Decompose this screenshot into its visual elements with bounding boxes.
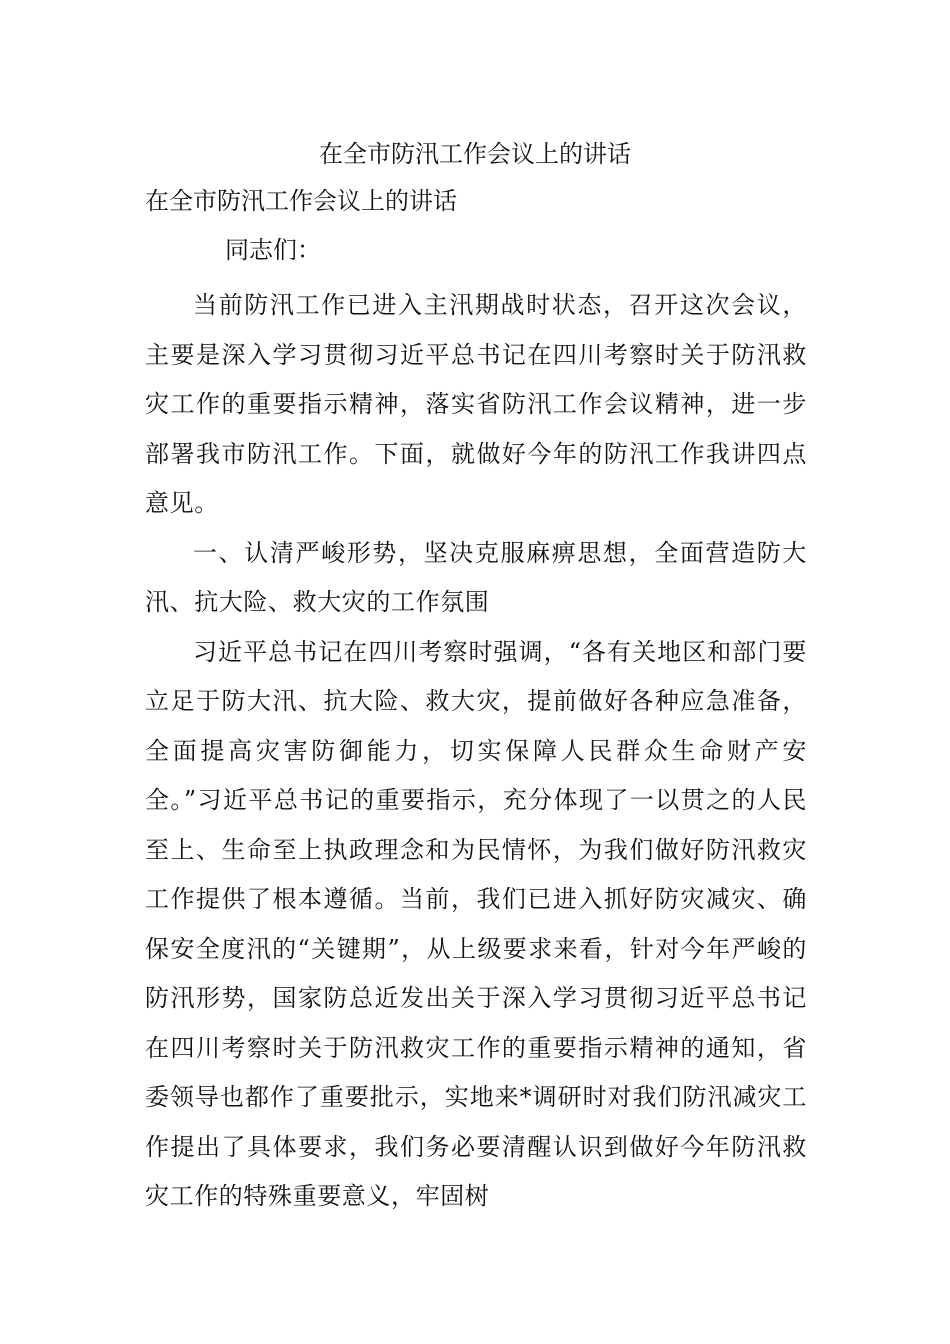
document-body	[145, 281, 807, 1222]
salutation: 同志们：	[225, 236, 321, 264]
paragraph-body: 习近平总书记在四川考察时强调，“各有关地区和部门要立足于防大汛、抗大险、救大灾，提前做好各种应急准备，全面提高灾害防御能力，切实保障人民群众生命财产安全。”习近平总书记的重要指示，充分体现了一以贯之的人民至上、生命至上执政理念和为民情怀，为我们做好防汛救灾工作提供了根本遵循。当前，我们已进入抓好防灾减灾、确保安全度汛的“关键期”，从上级要求来看，针对今年严峻的防汛形势，国家防总近发出关于深入学习贯彻习近平总书记在四川考察时关于防汛救灾工作的重要指示精神的通知，省委领导也都作了重要批示，实地来*调研时对我们防汛减灾工作提出了具体要求，我们务必要清醒认识到做好今年防汛救灾工作的特殊重要意义，牢固树	[145, 637, 807, 1210]
document-title: 在全市防汛工作会议上的讲话	[319, 140, 631, 168]
paragraph-intro: 当前防汛工作已进入主汛期战时状态，召开这次会议，主要是深入学习贯彻习近平总书记在四川考察时关于防汛救灾工作的重要指示精神，落实省防汛工作会议精神，进一步部署我市防汛工作。下面，就做好今年的防汛工作我讲四点意见。	[145, 291, 807, 517]
document-subtitle: 在全市防汛工作会议上的讲话	[145, 187, 457, 215]
section-heading-1: 一、认清严峻形势，坚决克服麻痹思想，全面营造防大汛、抗大险、救大灾的工作氛围	[145, 538, 807, 616]
